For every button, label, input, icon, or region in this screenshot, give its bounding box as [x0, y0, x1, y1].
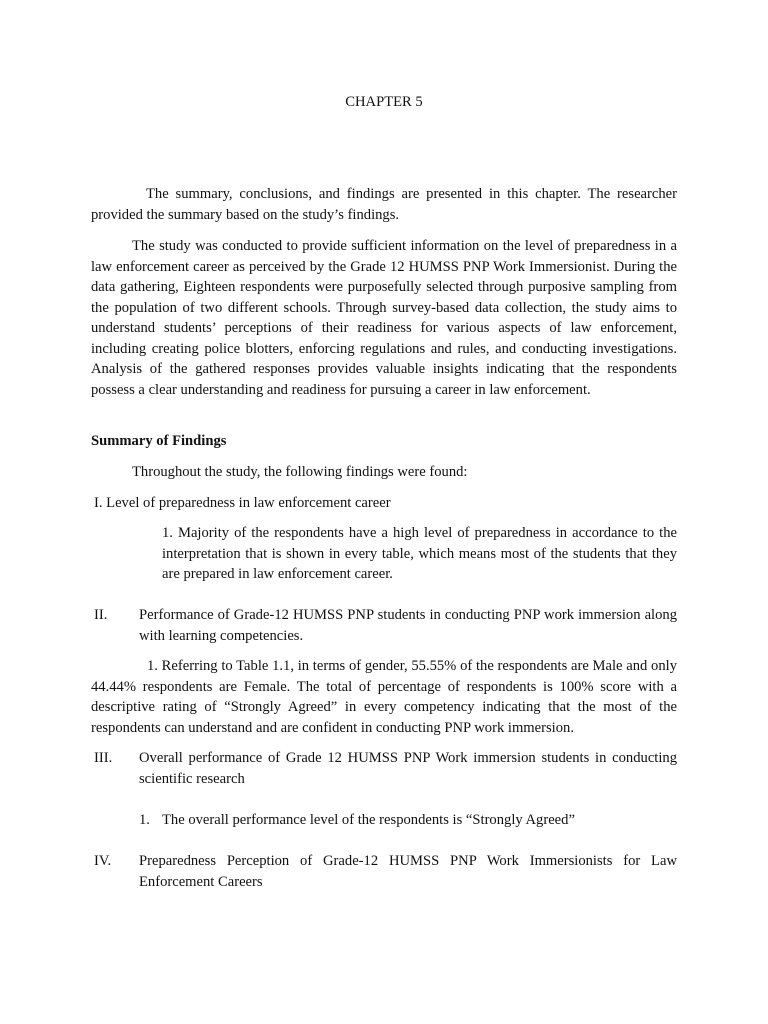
section-3-item-text: The overall performance level of the respondents is “Strongly Agreed”: [162, 812, 575, 828]
section-1-item-1: 1. Majority of the respondents have a high level of preparedness in accordance to the interpretation that is shown in every table, which means most of the students that they are prepared in law enforcement career.: [162, 525, 677, 582]
section-3-numeral: III.: [94, 750, 113, 766]
chapter-title: CHAPTER 5: [345, 94, 423, 110]
section-2-item-1: 1. Referring to Table 1.1, in terms of gender, 55.55% of the respondents are Male and only 44.44% respondents are Female. The total of percentage of respondents is 100% score with a descriptive rating of “Strongly Agreed” in every competency indicating that the most of the respondents can understand and are confident in conducting PNP work immersion.: [91, 658, 677, 736]
intro-paragraph: The summary, conclusions, and findings are presented in this chapter. The researcher provided the summary based on the study’s findings.: [91, 186, 677, 223]
section-2-numeral: II.: [94, 607, 108, 623]
findings-intro: Throughout the study, the following findings were found:: [132, 464, 468, 480]
section-4-numeral: IV.: [94, 853, 112, 869]
study-paragraph: The study was conducted to provide sufficient information on the level of preparedness in a law enforcement career as perceived by the Grade 12 HUMSS PNP Work Immersionist. During the data gathering, Eighteen respondents were purposefully selected through purposive sampling from the population of two different schools. Through survey-based data collection, the study aims to understand students’ perceptions of their readiness for various aspects of law enforcement, including creating police blotters, enforcing regulations and rules, and conducting investigations. Analysis of the gathered responses provides valuable insights indicating that the respondents possess a clear understanding and readiness for pursuing a career in law enforcement.: [91, 238, 677, 398]
summary-heading: Summary of Findings: [91, 433, 227, 449]
section-3-title: Overall performance of Grade 12 HUMSS PNP Work immersion students in conducting scientific research: [139, 750, 677, 787]
section-3-item-number: 1.: [139, 812, 150, 828]
section-4-title: Preparedness Perception of Grade-12 HUMSS PNP Work Immersionists for Law Enforcement Careers: [139, 853, 677, 890]
section-1-title: I. Level of preparedness in law enforcement career: [94, 495, 391, 511]
section-2-title: Performance of Grade-12 HUMSS PNP students in conducting PNP work immersion along with learning competencies.: [139, 607, 677, 644]
